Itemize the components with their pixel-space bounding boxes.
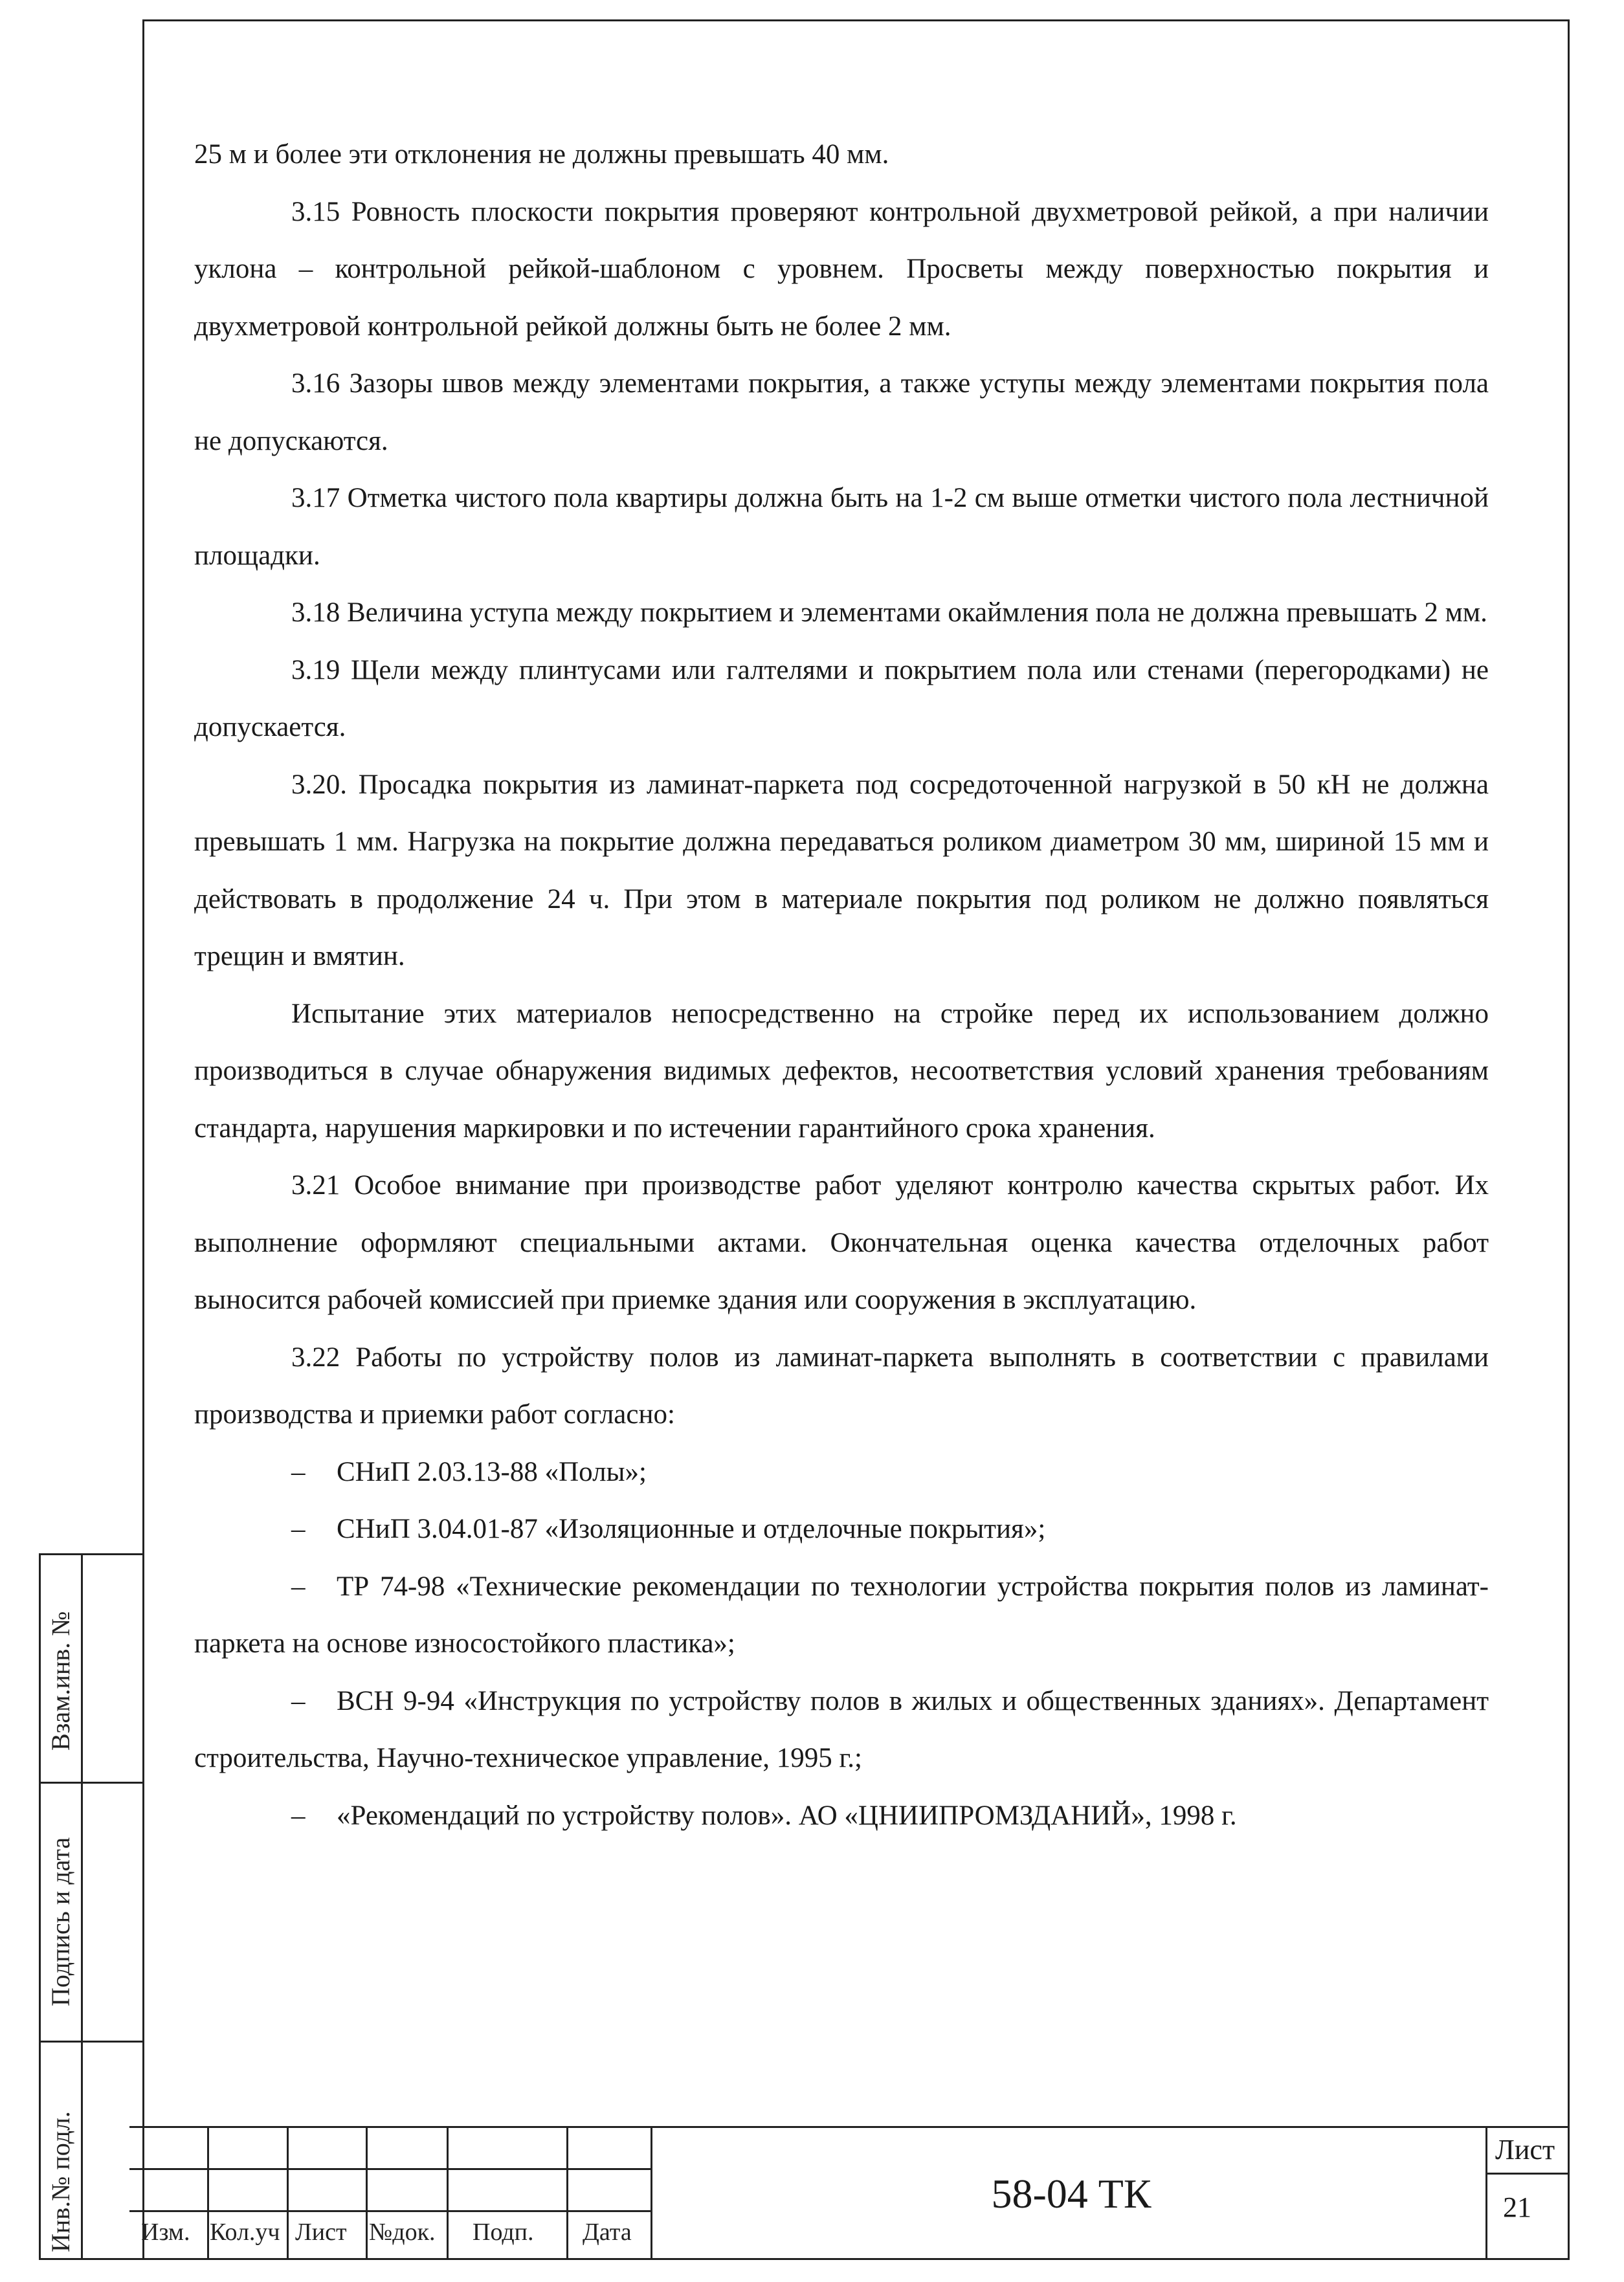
side-label-inv-original: Инв.№ подл. — [46, 2111, 75, 2252]
sheet-label: Лист — [1495, 2134, 1555, 2166]
list-dash: – — [291, 1800, 306, 1831]
list-item — [194, 1501, 1489, 1558]
column-label-sheet: Лист — [295, 2219, 347, 2246]
title-block-col-line — [366, 2126, 368, 2260]
list-item-text: ВСН 9-94 «Инструкция по устройству полов в жилых и общественных зданиях». Департамент строительства, Научно-техническое управление, 1995 г.; — [194, 1685, 1489, 1773]
title-block-col-line — [566, 2126, 568, 2260]
title-block-top-line — [129, 2126, 1570, 2128]
paragraph: 3.20. Просадка покрытия из ламинат-паркета под сосредоточенной нагрузкой в 50 кН не должна превышать 1 мм. Нагрузка на покрытие должна передаваться роликом диаметром 30 мм, шириной 15 мм и действовать в продолжение 24 ч. При этом в материале покрытия под роликом не должно появляться трещин и вмятин. — [194, 769, 1489, 971]
side-strip-divider — [81, 1555, 83, 2258]
title-block-col-line — [651, 2126, 652, 2260]
title-block-col-line — [207, 2126, 209, 2260]
side-strip-row-line — [41, 2041, 142, 2043]
list-item — [194, 1558, 1489, 1673]
column-label-change: Изм. — [141, 2219, 190, 2246]
paragraph: 3.22 Работы по устройству полов из ламинат-паркета выполнять в соответствии с правилами производства и приемки работ согласно: — [194, 1342, 1489, 1430]
column-label-date: Дата — [583, 2219, 632, 2246]
list-dash: – — [291, 1571, 306, 1602]
paragraph: 3.21 Особое внимание при производстве работ уделяют контролю качества скрытых работ. Их выполнение оформляют специальными актами. Окончательная оценка качества отделочных работ выносится рабочей комиссией при приемке здания или сооружения в эксплуатацию. — [194, 1170, 1489, 1315]
list-item-text: «Рекомендаций по устройству полов». АО «ЦНИИПРОМЗДАНИЙ», 1998 г. — [337, 1800, 1237, 1831]
list-item-text: СНиП 2.03.13-88 «Полы»; — [337, 1456, 647, 1487]
title-block-col-line — [447, 2126, 449, 2260]
sheet-number: 21 — [1503, 2191, 1531, 2223]
paragraph: 3.17 Отметка чистого пола квартиры должна быть на 1-2 см выше отметки чистого пола лестничной площадки. — [194, 483, 1489, 571]
document-code: 58-04 ТК — [991, 2171, 1151, 2217]
list-item-text: СНиП 3.04.01-87 «Изоляционные и отделочные покрытия»; — [337, 1514, 1046, 1544]
list-dash: – — [291, 1514, 306, 1544]
column-label-signature: Подп. — [473, 2219, 534, 2246]
title-block-col-line — [287, 2126, 289, 2260]
list-item — [194, 1673, 1489, 1788]
paragraph: 3.16 Зазоры швов между элементами покрытия, а также уступы между элементами покрытия пола не допускаются. — [194, 368, 1489, 456]
list-item — [194, 1444, 1489, 1501]
document-body — [194, 126, 1489, 1844]
side-label-signature-date: Подпись и дата — [46, 1837, 75, 2006]
column-label-doc-no: №док. — [369, 2219, 436, 2246]
paragraph: Испытание этих материалов непосредственно на стройке перед их использованием должно производиться в случае обнаружения видимых дефектов, несоответствия условий хранения требованиям стандарта, нарушения маркировки и по истечении гарантийного срока хранения. — [194, 998, 1489, 1144]
list-dash: – — [291, 1456, 306, 1487]
list-item — [194, 1788, 1489, 1845]
list-dash: – — [291, 1685, 306, 1716]
list-item-text: ТР 74-98 «Технические рекомендации по технологии устройства покрытия полов из ламинат-паркета на основе износостойкого пластика»; — [194, 1571, 1489, 1659]
side-strip-row-line — [41, 1782, 142, 1784]
column-label-qty: Кол.уч — [210, 2219, 280, 2246]
paragraph: 25 м и более эти отклонения не должны превышать 40 мм. — [194, 139, 889, 170]
sheet-cell-line — [1485, 2173, 1570, 2175]
paragraph: 3.15 Ровность плоскости покрытия проверяют контрольной двухметровой рейкой, а при наличии уклона – контрольной рейкой-шаблоном с уровнем. Просветы между поверхностью покрытия и двухметровой контрольной рейкой должны быть не более 2 мм. — [194, 196, 1489, 342]
paragraph: 3.18 Величина уступа между покрытием и элементами окаймления пола не должна превышать 2 мм. — [291, 597, 1487, 628]
paragraph: 3.19 Щели между плинтусами или галтелями и покрытием пола или стенами (перегородками) не допускается. — [194, 654, 1489, 742]
side-label-replacement-inv: Взам.инв. № — [46, 1611, 75, 1751]
